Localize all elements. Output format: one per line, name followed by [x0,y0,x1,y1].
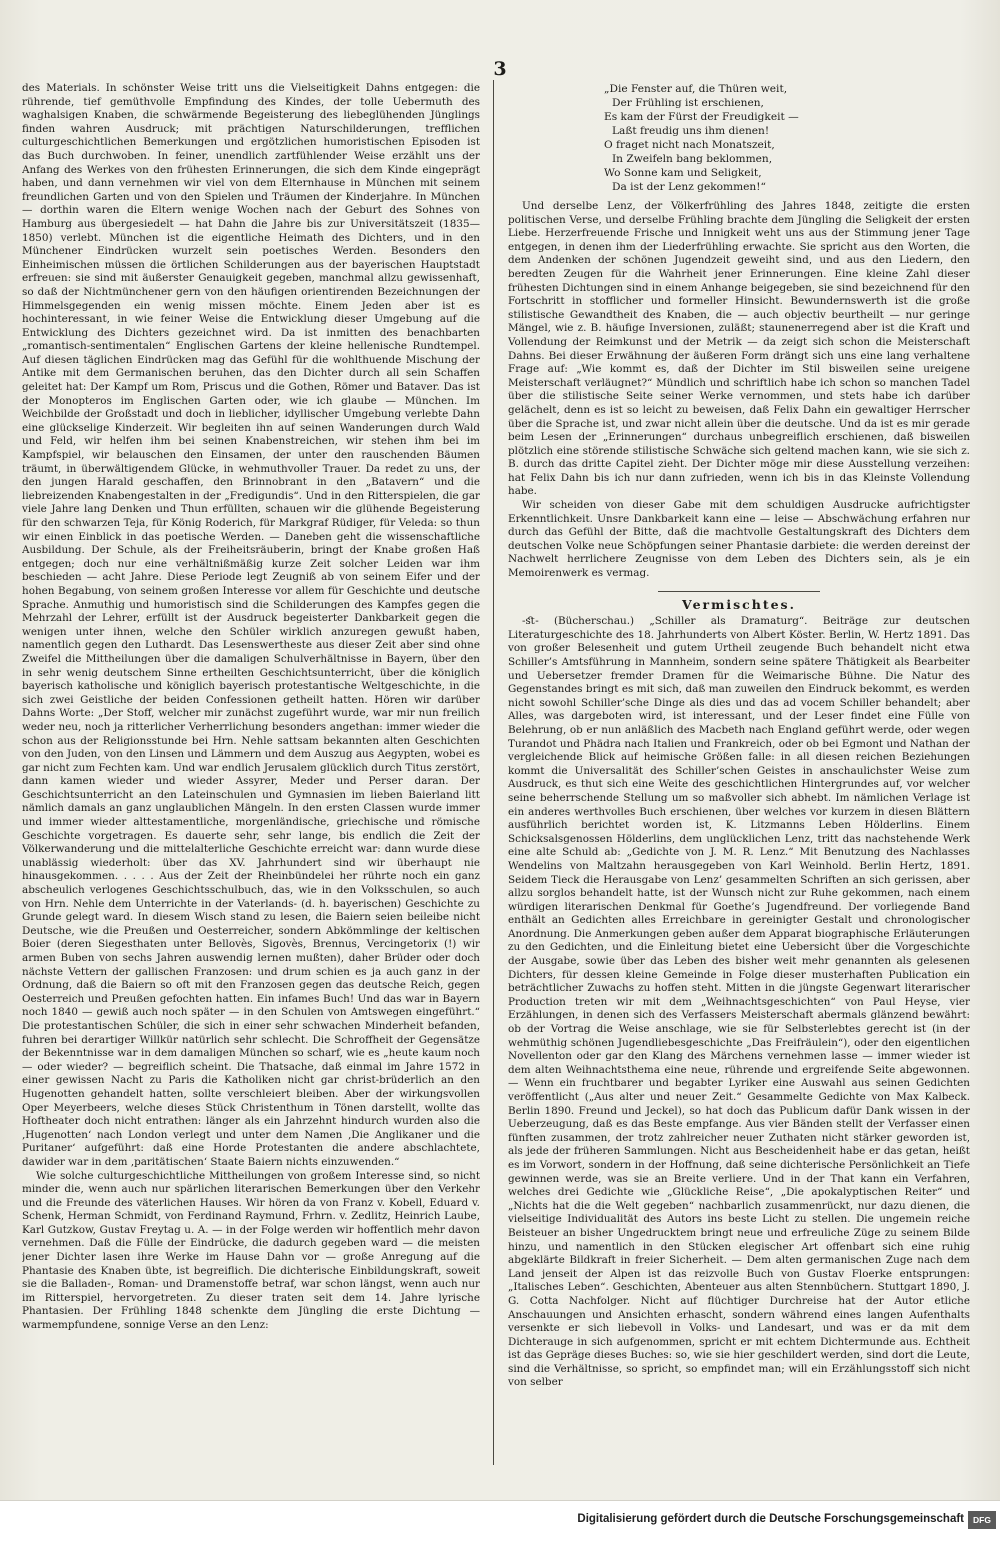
left-paragraph-1: des Materials. In schönster Weise tritt uns die Vielseitigkeit Dahns entgegen: die rührende, tief gemüthvolle Empfindung des Kindes, der tolle Uebermuth des waghalsigen Knaben, die schwärmende Begeisterung des liebeglühenden Jünglings finden wahren Ausdruck; mit prächtigen Naturschilderungen, trefflichen culturgeschichtlichen Bemerkungen und ergötzlichen humoristischen Episoden ist das Buch durchwoben. In feiner, unendlich zartfühlender Weise erzählt uns der Anfang des Werkes von den frühesten Erinnerungen, die sich dem Kinde eingeprägt haben, und dann vernehmen wir viel von dem Elternhause in München mit seinem freundlichen Garten und von den Spielen und Träumen der Kinderjahre. In München — dorthin waren die Eltern wenige Wochen nach der Geburt des Sohnes von Hamburg aus übergesiedelt — hat Dahn die Jahre bis zur Universitätszeit (1835—1850) verlebt. München ist die eigentliche Heimath des Dichters, und in den Münchener Eindrücken wurzelt sein poetisches Werden. Besonders den Einheimischen müssen die örtlichen Schilderungen aus der bayerischen Hauptstadt erfreuen: sie sind mit äußerster Genauigkeit gegeben, manchmal allzu gewissenhaft, so daß der Nichtmünchener gern von den häufigen orientirenden Bezeichnungen der Himmelsgegenden ein wenig missen möchte. Einem Jeden aber ist es hochinteressant, in wie feiner Weise die Entwicklung dieser Umgebung auf die Entwicklung des Dichters gezeichnet wird. Da ist inmitten des benachbarten „romantisch-sentimentalen“ Englischen Gartens der kleine hellenische Rundtempel. Auf diesen täglichen Eindrücken mag das Gefühl für die wohlthuende Mischung der Antike mit dem Germanischen beruhen, das den Dichter durch all sein Schaffen geleitet hat: Der Kampf um Rom, Priscus und die Gothen, Römer und Bataver. Das ist der Monopteros im Englischen Garten oder, wie ich glaube — München. Im Weichbilde der Großstadt und doch in lieblicher, idyllischer Umgebung verlebte Dahn eine glückselige Kinderzeit. Wir begleiten ihn auf seinen Wanderungen durch Wald und Feld, wir helfen ihm bei seinen Knabenstreichen, wir stehen ihm bei im Kampfspiel, wir belauschen den Einsamen, der unter den rauschenden Bäumen träumt, in überwältigendem Glücke, in wehmuthvoller Trauer. Da redet zu uns, der den jungen Harald geschaffen, den Brinnobrant in den „Batavern“ und die liebreizenden Knabengestalten in der „Fredigundis“. Und in den Ritterspielen, die gar viele Jahre lang Denken und Thun erfüllten, schauen wir die glühende Begeisterung für den schwarzen Teja, für König Roderich, für Markgraf Rüdiger, für Veleda: so thun wir einen Einblick in das poetische Werden. — Daneben geht die wissenschaftliche Ausbildung. Der Schule, als der Freiheitsräuberin, bringt der Knabe großen Haß entgegen; doch nur eine verhältnißmäßig kurze Zeit solcher Leiden war ihm beschieden — acht Jahre. Diese Periode legt Zeugniß ab von seinem Eifer und der hohen Begabung, von seinem großen Interesse vor allem für Geschichte und deutsche Sprache. Anmuthig und humoristisch sind die Schilderungen des Kampfes gegen die Mehrzahl der Lehrer, erfüllt ist der Ausdruck begeisterter Dankbarkeit gegen die wenigen unter ihnen, welche den Schüler wirklich anzuregen gewußt haben, namentlich gegen den Luthardt. Das Lesenswertheste aus dieser Zeit aber sind ohne Zweifel die Mittheilungen über die damaligen Schulverhältnisse in Bayern, über den in sehr wenig deutschem Sinne ertheilten Geschichtsunterricht, über die königlich bayerisch katholische und königlich bayerisch protestantische Weltgeschichte, in die sich zwei Geistliche der beiden Confessionen getheilt hatten. Hören wir darüber Dahns Worte: „Der Stoff, welcher mir zunächst zugeführt wurde, war mir nun freilich weder neu, noch ja ritterlicher Verherrlichung besonders angethan: immer wieder die schon aus der Religionsstunde bei Hrn. Nehle sattsam bekannten alten Geschichten von den Juden, von den Linsen und Lämmern und dem Auszug aus Aegypten, wobei es gar nicht zum Fechten kam. Und war endlich Jerusalem glücklich durch Titus zerstört, dann kamen wieder und wieder Assyrer, Meder und Perser daran. Der Geschichtsunterricht an den Lateinschulen und Gymnasien im lieben Baierland litt nämlich damals an ganz unglaublichen Mängeln. In den ersten Classen wurde immer und immer wieder alttestamentliche, morgenländische, griechische und römische Geschichte vorgetragen. Es dauerte sehr, sehr lange, bis endlich die Zeit der Völkerwanderung und die mittelalterliche Geschichte erreicht war: dann wurde diese unablässig wiederholt: über das XV. Jahrhundert sind wir überhaupt nie hinausgekommen. . . . . Aus der Zeit der Rheinbündelei her rührte noch ein ganz abscheulich verlogenes Geschichtsschulbuch, das, wie in den Volksschulen, so auch von Hrn. Nehle dem Unterrichte in der Vaterlands- (d. h. bayerischen) Geschichte zu Grunde gelegt ward. In diesem Wisch stand zu lesen, die Baiern seien beileibe nicht Deutsche, wie die Preußen und Oesterreicher, sondern Abkömmlinge der keltischen Boier (deren Siegesthaten unter Bellovès, Sigovès, Brennus, Vercingetorix (!) wir armen Buben von sechs Jahren auswendig lernen mußten), daher Brüder oder doch nächste Vettern der gallischen Franzosen: und drum schien es ja auch ganz in der Ordnung, daß die Baiern so oft mit den Franzosen gegen das deutsche Reich, gegen Oesterreich und Preußen gefochten hatten. Ein infames Buch! Und das war in Bayern noch 1840 — gewiß auch noch später — in den Schulen von Amtswegen eingeführt.“ Die protestantischen Schüler, die sich in einer sehr schwachen Minderheit befanden, fuhren bei derartiger Willkür natürlich sehr schlecht. Die Schroffheit der Gegensätze der Bekenntnisse war in dem damaligen München so scharf, wie es „heute kaum noch — oder wieder? — begreiflich scheint. Die Thatsache, daß einmal im Jahre 1572 in einer gewissen Nacht zu Paris die Katholiken nicht gar christ-brüderlich an den Hugenotten gehandelt hatten, sollte verschleiert bleiben. Aber der wirkungsvollen Oper Meyerbeers, welche dieses Stück Christenthum in Tönen darstellt, wollte das Hoftheater doch nicht entrathen: länger als ein Jahrzehnt hindurch wurden also die ‚Hugenotten‘ nach London verlegt und unter dem Namen ‚Die Anglikaner und die Puritaner‘ aufgeführt: daß eine Horde Protestanten die andere abschlachtete, dawider war in dem ‚paritätischen‘ Staate Baiern nichts einzuwenden.“ [22,82,480,1168]
section-rule [658,591,820,592]
page-number: 3 [493,58,507,80]
section-title: Vermischtes. [682,596,796,612]
poem-line: Wo Sonne kam und Seligkeit, [604,167,762,179]
funding-credit: Digitalisierung gefördert durch die Deutsche Forschungsgemeinschaft [577,1513,964,1525]
poem-line: Es kam der Fürst der Freudigkeit — [604,111,799,123]
right-column [508,82,970,1472]
dfg-logo-icon: DFG [968,1511,996,1529]
poem-line: In Zweifeln bang beklommen, [612,153,773,165]
right-paragraph-2: Wir scheiden von dieser Gabe mit dem schuldigen Ausdrucke aufrichtigster Erkenntlichkeit. Unsre Dankbarkeit kann eine — leise — Abschwächung erfahren nur durch das Gefühl der Bitte, daß die machtvolle Gestaltungskraft des Dichters dem deutschen Volke neue Schöpfungen seiner Phantasie darbiete: die werden dereinst der Nachwelt herrlichere Zeugnisse von dem Leben des Dichters sein, als je ein Memoirenwerk es vermag. [508,499,970,580]
poem-line: Da ist der Lenz gekommen!“ [612,181,766,193]
poem [604,82,970,194]
poem-line: Der Frühling ist erschienen, [612,97,764,109]
digitization-footer [0,1500,1000,1541]
poem-line: „Die Fenster auf, die Thüren weit, [604,83,788,95]
section-paragraph-1: -ﬆ- (Bücherschau.) „Schiller als Dramaturg“. Beiträge zur deutschen Literaturgeschichte des 18. Jahrhunderts von Albert Köster. Berlin, W. Hertz 1891. Das von großer Belesenheit und gutem Urtheil zeugende Buch behandelt nicht etwa Schiller’s Amtsführung in Mannheim, sondern seine spätere Thätigkeit als Bearbeiter und Uebersetzer fremder Dramen für die Weimarische Bühne. Die Natur des Gegenstandes bringt es mit sich, daß man zuweilen den Eindruck bekommt, es werden nicht sowohl Schiller’sche Dinge als dies und das ad vocem Schiller behandelt; aber Alles, was dargeboten wird, ist interessant, und der Leser findet eine Fülle von Belehrung, ob er nun anläßlich des Macbeth nach England geführt werde, oder wegen Turandot und Phädra nach Italien und Frankreich, oder ob bei Egmont und Nathan der vergleichende Blick auf heimische Größen falle: in all diesen reichen Beziehungen kommt die Universalität des Schiller’schen Geistes in anschaulichster Weise zum Ausdruck, es thut sich eine Weite des geschichtlichen Hintergrundes auf, vor welcher seine beherrschende Stellung um so maßvoller sich abhebt. Im nämlichen Verlage ist ein anderes werthvolles Buch erschienen, über welches vor kurzem in diesen Blättern ausführlich berichtet worden ist, K. Litzmanns Leben Hölderlins. Einem Schicksalsgenossen Hölderlins, dem unglücklichen Lenz, tritt das nachstehende Werk eine alte Schuld ab: „Gedichte von J. M. R. Lenz.“ Mit Benutzung des Nachlasses Wendelins von Maltzahn herausgegeben von Karl Weinhold. Berlin Hertz, 1891. Seidem Tieck die Herausgabe von Lenz’ gesammelten Schriften an sich gerissen, aber allzu sorglos behandelt hatte, ist der Wunsch nicht zur Ruhe gekommen, nach einem würdigen literarischen Denkmal für Goethe’s Jugendfreund. Der vorliegende Band enthält an Gedichten alles Erreichbare in gereinigter Gestalt und chronologischer Anordnung. Die Anmerkungen geben außer dem Apparat biographische Erläuterungen zu den Gedichten, und die Einleitung bietet eine Uebersicht über die Vorgeschichte der Ausgabe, sowie über das Leben des bisher weit mehr genannten als gelesenen Dichters, für dessen kleine Gemeinde in Folge dieser musterhaften Publication ein beträchtlicher Zuwachs zu hoffen steht. Mitten in die jüngste Gegenwart literarischer Production treten wir mit dem „Weihnachtsgeschichten“ von Paul Heyse, vier Erzählungen, in denen sich des Verfassers Meisterschaft abermals glänzend bewährt: ob der Vortrag die Weise anschlage, wie sie für Selbsterlebtes gerecht ist (in der wehmüthig schönen Jugendliebesgeschichte „Das Freifräulein“), oder den eigentlichen Novellenton oder gar den Klang des Märchens vernehmen lasse — immer wieder ist dem alten Weihnachtsthema eine neue, rührende und ergreifende Seite abgewonnen. — Wenn ein fruchtbarer und begabter Lyriker eine Auswahl aus seinen Gedichten veröffentlicht („Aus alter und neuer Zeit.“ Gesammelte Gedichte von Max Kalbeck. Berlin 1890. Freund und Jeckel), so hat doch das Publicum dafür Dank wissen in der Ueberzeugung, daß es das Beste empfange. Aus vier Bänden stellt der Verfasser einen fünften zusammen, der trotz zahlreicher neuer Zuthaten nicht stärker geworden ist, als jede der früheren Sammlungen. Nicht aus Bescheidenheit habe er das getan, heißt es im Vorwort, sondern in der Hoffnung, daß seine dichterische Persönlichkeit an Tiefe gewinnen werde, was sie an Breite verliere. Und in der That kann ein Verfahren, welches drei Gedichte wie „Glückliche Reise“, „Die apokalyptischen Reiter“ und „Nichts hat die die Welt gegeben“ nachbarlich zusammenrückt, nur dazu dienen, die vielseitige Individualität des Autors ins beste Licht zu stellen. Die ungemein reiche Beisteuer an bisher Ungedrucktem bringt neue und erfreuliche Züge zu seinem Bilde hinzu, und namentlich in den Stücken elegischer Art offenbart sich eine ruhig abgeklärte Bildkraft in freier Sicherheit. — Dem alten germanischen Zuge nach dem Land jenseit der Alpen ist das reizvolle Buch von Gustav Floerke entsprungen: „Italisches Leben“. Geschichten, Abenteuer aus alten Stennbüchern. Stuttgart 1890, J. G. Cotta Nachfolger. Nicht auf flüchtiger Durchreise hat der Autor etliche Anschauungen und Ansichten erhascht, sondern während eines langen Aufenthalts versenkte er sich liebevoll in Volks- und Landesart, und was er da mit dem Dichterauge in sich aufgenommen, spricht er mit echtem Dichtermunde aus. Echtheit ist das Gepräge dieses Buches: so, wie sie hier geschildert werden, sind dort die Leute, sind die Verhältnisse, so spricht, so empfindet man; will ein Erzählungsstoff sich nicht von selber [508,615,970,1389]
right-paragraph-1: Und derselbe Lenz, der Völkerfrühling des Jahres 1848, zeitigte die ersten politischen Verse, und derselbe Frühling brachte dem Jüngling die Seligkeit der ersten Liebe. Herzerfreuende Frische und Innigkeit weht uns aus der Stimmung jener Tage entgegen, in denen ihm der Liederfrühling erwachte. Sie spricht aus den Worten, die dem Andenken der schönen Jugendzeit geweiht sind, und aus den Liedern, den beredten Zeugen für die Wahrheit jener Erinnerungen. Eine kleine Zahl dieser frühesten Dichtungen sind in einem Anhange beigegeben, sie sind bezeichnend für den Fortschritt in stofflicher und formeller Hinsicht. Bewundernswerth ist die große stilistische Gewandtheit des Knaben, die — auch objectiv beurtheilt — nur geringe Mängel, wie z. B. häufige Inversionen, zuläßt; staunenerregend aber ist die Kraft und Vollendung der Reimkunst und der Metrik — da zeigt sich schon die Meisterschaft Dahns. Bei dieser Erwähnung der äußeren Form drängt sich uns eine lang verhaltene Frage auf: „Wie kommt es, daß der Dichter im Stil bisweilen seine ureigene Meisterschaft verläugnet?“ Mündlich und schriftlich habe ich schon so manchen Tadel über die stilistische Seite seiner Werke vernommen, und stets habe ich darüber gelächelt, denn es ist so leicht zu beweisen, daß Felix Dahn ein gewaltiger Herrscher über die Sprache ist, und zwar nicht allein über die deutsche. Und da ist es mir gerade beim Lesen der „Erinnerungen“ durchaus unbegreiflich erschienen, daß bisweilen plötzlich eine störende stilistische Schwäche sich geltend machen kann, wie sie sich z. B. durch das dritte Capitel zieht. Der Dichter möge mir diese Ausstellung verzeihen: hat Felix Dahn bis ich nur dann zufrieden, wenn ich bis in das Kleinste Vollendung habe. [508,200,970,498]
column-divider [493,80,494,1465]
poem-line: Laßt freudig uns ihm dienen! [612,125,770,137]
poem-line: O fraget nicht nach Monatszeit, [604,139,775,151]
section-heading [508,591,970,612]
left-paragraph-2: Wie solche culturgeschichtliche Mittheilungen von großem Interesse sind, so nicht minder die, wenn auch nur spärlichen literarischen Bemerkungen über den Verkehr und die Freunde des väterlichen Hauses. Wir hören da von Franz v. Kobell, Eduard v. Schenk, Herman Schmidt, von Ferdinand Raymund, Frhrn. v. Zedlitz, Heinrich Laube, Karl Gutzkow, Gustav Freytag u. A. — in der Folge werden wir hoffentlich mehr davon vernehmen. Daß die Fülle der Eindrücke, die dadurch gegeben ward — die meisten jener Dichter lasen ihre Werke im Hause Dahn vor — große Anregung auf die Phantasie des Knaben übte, ist begreiflich. Die dichterische Einbildungskraft, soweit sie die Balladen-, Roman- und Dramenstoffe betraf, war schon längst, wenn auch nur im Ritterspiel, hervorgetreten. Zu dieser traten seit dem 14. Jahre lyrische Phantasien. Der Frühling 1848 schenkte dem Jüngling die erste Dichtung — warmempfundene, sonnige Verse an den Lenz: [22,1169,480,1332]
left-column [22,82,480,1472]
